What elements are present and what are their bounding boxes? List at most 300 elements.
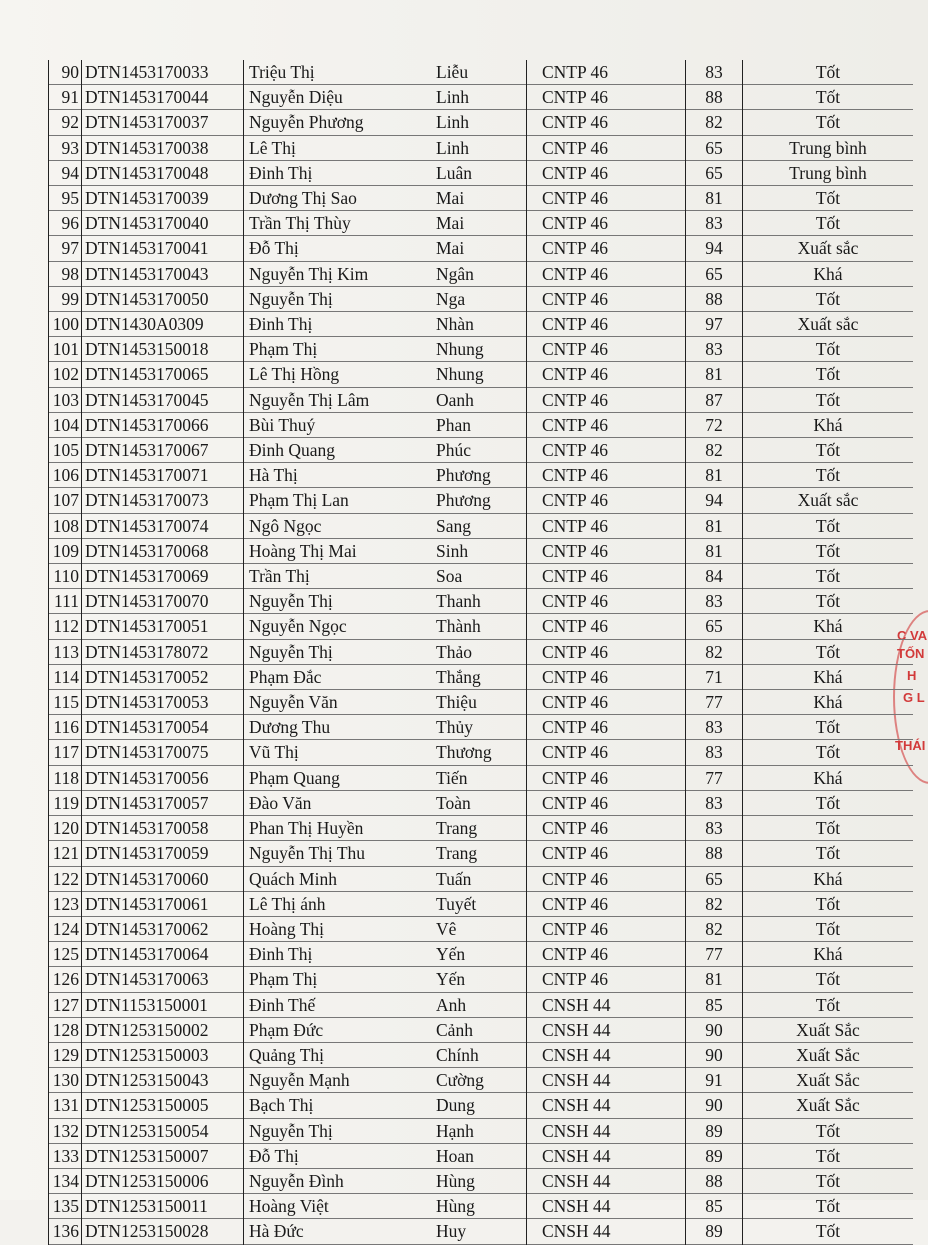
class-name-cell: CNTP 46: [527, 362, 686, 387]
score-cell: 94: [686, 236, 743, 261]
table-row: [49, 438, 914, 463]
last-name-cell: Vũ Thị: [244, 740, 437, 765]
class-name-cell: CNTP 46: [527, 891, 686, 916]
rank-cell: Tốt: [743, 1118, 914, 1143]
first-name-cell: Linh: [436, 137, 470, 158]
last-name-cell: Phạm Thị Lan: [244, 488, 437, 513]
table-row: [49, 916, 914, 941]
score-cell: 83: [686, 790, 743, 815]
class-name-cell: CNTP 46: [527, 186, 686, 211]
student-id-cell: DTN1453170051: [82, 614, 244, 639]
last-name-cell: Đinh Thị: [244, 312, 437, 337]
row-number-cell: 94: [49, 160, 82, 185]
table-row: [49, 110, 914, 135]
last-name-cell: Dương Thị Sao: [244, 186, 437, 211]
score-cell: 90: [686, 1017, 743, 1042]
score-cell: 85: [686, 1194, 743, 1219]
score-cell: 82: [686, 891, 743, 916]
score-cell: 88: [686, 85, 743, 110]
first-name-cell: Ngân: [436, 263, 474, 284]
student-id-cell: DTN1453170062: [82, 916, 244, 941]
last-name-cell: Nguyễn Văn: [244, 690, 437, 715]
table-row: [49, 387, 914, 412]
student-id-cell: DTN1453170063: [82, 967, 244, 992]
first-name-cell: Mai: [436, 213, 465, 234]
score-cell: 65: [686, 160, 743, 185]
class-name-cell: CNTP 46: [527, 690, 686, 715]
first-name-cell: Hùng: [436, 1196, 475, 1217]
last-name-cell: Hà Thị: [244, 463, 437, 488]
last-name-cell: Phan Thị Huyền: [244, 816, 437, 841]
row-number-cell: 106: [49, 463, 82, 488]
row-number-cell: 102: [49, 362, 82, 387]
class-name-cell: CNTP 46: [527, 765, 686, 790]
student-id-cell: DTN1453170073: [82, 488, 244, 513]
table-row: [49, 866, 914, 891]
class-name-cell: CNTP 46: [527, 135, 686, 160]
rank-cell: Tốt: [743, 740, 914, 765]
table-row: [49, 891, 914, 916]
rank-cell: Tốt: [743, 1143, 914, 1168]
student-id-cell: DTN1453170037: [82, 110, 244, 135]
class-name-cell: CNTP 46: [527, 866, 686, 891]
row-number-cell: 130: [49, 1068, 82, 1093]
score-cell: 89: [686, 1118, 743, 1143]
table-row: [49, 236, 914, 261]
last-name-cell: Phạm Thị: [244, 967, 437, 992]
last-name-cell: Nguyễn Diệu: [244, 85, 437, 110]
rank-cell: Tốt: [743, 967, 914, 992]
first-name-cell: Nhàn: [436, 314, 474, 335]
last-name-cell: Nguyễn Thị Kim: [244, 261, 437, 286]
rank-cell: Tốt: [743, 992, 914, 1017]
rank-cell: Tốt: [743, 211, 914, 236]
class-name-cell: CNTP 46: [527, 488, 686, 513]
last-name-cell: Bùi Thuý: [244, 412, 437, 437]
rank-cell: Tốt: [743, 60, 914, 85]
first-name-cell: Oanh: [436, 389, 474, 410]
table-row: [49, 816, 914, 841]
score-cell: 88: [686, 1168, 743, 1193]
class-name-cell: CNTP 46: [527, 337, 686, 362]
first-name-cell: Thành: [436, 616, 481, 637]
rank-cell: Tốt: [743, 1194, 914, 1219]
last-name-cell: Đinh Thị: [244, 942, 437, 967]
row-number-cell: 100: [49, 312, 82, 337]
score-cell: 87: [686, 387, 743, 412]
stamp-text: THÁI: [895, 738, 926, 753]
first-name-cell: Hoan: [436, 1145, 474, 1166]
student-id-cell: DTN1453170043: [82, 261, 244, 286]
row-number-cell: 95: [49, 186, 82, 211]
rank-cell: Khá: [743, 412, 914, 437]
score-cell: 83: [686, 740, 743, 765]
table-row: [49, 765, 914, 790]
score-cell: 83: [686, 816, 743, 841]
last-name-cell: Đinh Thế: [244, 992, 437, 1017]
row-number-cell: 101: [49, 337, 82, 362]
rank-cell: Khá: [743, 664, 914, 689]
student-id-cell: DTN1453170038: [82, 135, 244, 160]
row-number-cell: 133: [49, 1143, 82, 1168]
student-id-cell: DTN1453150018: [82, 337, 244, 362]
table-row: [49, 967, 914, 992]
last-name-cell: Nguyễn Thị: [244, 589, 437, 614]
row-number-cell: 118: [49, 765, 82, 790]
last-name-cell: Đỗ Thị: [244, 236, 437, 261]
last-name-cell: Phạm Đắc: [244, 664, 437, 689]
last-name-cell: Đỗ Thị: [244, 1143, 437, 1168]
stamp-text: TỐN: [897, 646, 925, 661]
rank-cell: Xuất Sắc: [743, 1042, 914, 1067]
first-name-cell: Liễu: [436, 62, 469, 82]
last-name-cell: Nguyễn Phương: [244, 110, 437, 135]
row-number-cell: 104: [49, 412, 82, 437]
row-number-cell: 134: [49, 1168, 82, 1193]
row-number-cell: 116: [49, 715, 82, 740]
row-number-cell: 97: [49, 236, 82, 261]
table-row: [49, 60, 914, 85]
first-name-cell: Chính: [436, 1044, 479, 1065]
student-id-cell: DTN1253150043: [82, 1068, 244, 1093]
student-id-cell: DTN1453170041: [82, 236, 244, 261]
first-name-cell: Hạnh: [436, 1120, 474, 1141]
row-number-cell: 123: [49, 891, 82, 916]
row-number-cell: 111: [49, 589, 82, 614]
first-name-cell: Yến: [436, 944, 466, 965]
first-name-cell: Thắng: [436, 666, 481, 687]
class-name-cell: CNTP 46: [527, 412, 686, 437]
student-id-cell: DTN1453170064: [82, 942, 244, 967]
class-name-cell: CNTP 46: [527, 740, 686, 765]
student-id-cell: DTN1453170068: [82, 538, 244, 563]
first-name-cell: Thương: [436, 742, 492, 763]
first-name-cell: Toàn: [436, 792, 471, 813]
class-name-cell: CNSH 44: [527, 1042, 686, 1067]
student-score-table: [48, 60, 913, 1245]
class-name-cell: CNSH 44: [527, 1168, 686, 1193]
class-name-cell: CNTP 46: [527, 967, 686, 992]
rank-cell: Tốt: [743, 463, 914, 488]
score-cell: 81: [686, 513, 743, 538]
score-cell: 81: [686, 538, 743, 563]
first-name-cell: Luân: [436, 162, 472, 183]
class-name-cell: CNSH 44: [527, 1093, 686, 1118]
class-name-cell: CNTP 46: [527, 438, 686, 463]
student-id-cell: DTN1453170050: [82, 286, 244, 311]
rank-cell: Tốt: [743, 891, 914, 916]
rank-cell: Xuất sắc: [743, 488, 914, 513]
first-name-cell: Mai: [436, 188, 465, 209]
rank-cell: Xuất Sắc: [743, 1093, 914, 1118]
first-name-cell: Cường: [436, 1070, 484, 1091]
last-name-cell: Nguyễn Thị: [244, 286, 437, 311]
table-row: [49, 211, 914, 236]
row-number-cell: 115: [49, 690, 82, 715]
row-number-cell: 135: [49, 1194, 82, 1219]
table-row: [49, 942, 914, 967]
score-cell: 77: [686, 765, 743, 790]
row-number-cell: 109: [49, 538, 82, 563]
last-name-cell: Nguyễn Ngọc: [244, 614, 437, 639]
score-cell: 81: [686, 362, 743, 387]
table-row: [49, 488, 914, 513]
score-cell: 77: [686, 942, 743, 967]
first-name-cell: Sang: [436, 515, 471, 536]
score-cell: 89: [686, 1219, 743, 1244]
rank-cell: Tốt: [743, 715, 914, 740]
last-name-cell: Quách Minh: [244, 866, 437, 891]
rank-cell: Tốt: [743, 110, 914, 135]
class-name-cell: CNTP 46: [527, 387, 686, 412]
rank-cell: Xuất Sắc: [743, 1068, 914, 1093]
student-id-cell: DTN1453170040: [82, 211, 244, 236]
score-cell: 85: [686, 992, 743, 1017]
score-cell: 81: [686, 186, 743, 211]
rank-cell: Tốt: [743, 816, 914, 841]
score-cell: 89: [686, 1143, 743, 1168]
class-name-cell: CNTP 46: [527, 942, 686, 967]
class-name-cell: CNTP 46: [527, 312, 686, 337]
table-row: [49, 1042, 914, 1067]
score-cell: 90: [686, 1093, 743, 1118]
row-number-cell: 131: [49, 1093, 82, 1118]
class-name-cell: CNSH 44: [527, 992, 686, 1017]
table-row: [49, 362, 914, 387]
student-id-cell: DTN1453170065: [82, 362, 244, 387]
row-number-cell: 119: [49, 790, 82, 815]
last-name-cell: Quảng Thị: [244, 1042, 437, 1067]
stamp-text: H: [907, 668, 917, 683]
student-id-cell: DTN1453170048: [82, 160, 244, 185]
rank-cell: Trung bình: [743, 135, 914, 160]
first-name-cell: Nga: [436, 288, 466, 309]
rank-cell: Khá: [743, 765, 914, 790]
class-name-cell: CNTP 46: [527, 816, 686, 841]
rank-cell: Xuất Sắc: [743, 1017, 914, 1042]
row-number-cell: 105: [49, 438, 82, 463]
rank-cell: Khá: [743, 261, 914, 286]
last-name-cell: Phạm Thị: [244, 337, 437, 362]
student-id-cell: DTN1253150002: [82, 1017, 244, 1042]
first-name-cell: Hùng: [436, 1170, 475, 1191]
table-row: [49, 715, 914, 740]
student-id-cell: DTN1453170033: [82, 60, 244, 85]
last-name-cell: Trần Thị: [244, 564, 437, 589]
score-cell: 81: [686, 463, 743, 488]
class-name-cell: CNSH 44: [527, 1143, 686, 1168]
row-number-cell: 93: [49, 135, 82, 160]
row-number-cell: 120: [49, 816, 82, 841]
student-id-cell: DTN1253150005: [82, 1093, 244, 1118]
first-name-cell: Cảnh: [436, 1019, 473, 1040]
student-id-cell: DTN1253150003: [82, 1042, 244, 1067]
class-name-cell: CNSH 44: [527, 1068, 686, 1093]
table-row: [49, 337, 914, 362]
table-row: [49, 135, 914, 160]
row-number-cell: 113: [49, 639, 82, 664]
last-name-cell: Hà Đức: [244, 1219, 437, 1244]
last-name-cell: Triệu Thị: [244, 60, 437, 85]
row-number-cell: 125: [49, 942, 82, 967]
table-row: [49, 589, 914, 614]
last-name-cell: Lê Thị Hồng: [244, 362, 437, 387]
first-name-cell: Linh: [436, 112, 470, 133]
table-row: [49, 1168, 914, 1193]
class-name-cell: CNTP 46: [527, 160, 686, 185]
first-name-cell: Phúc: [436, 440, 471, 461]
row-number-cell: 103: [49, 387, 82, 412]
rank-cell: Tốt: [743, 1219, 914, 1244]
first-name-cell: Soa: [436, 566, 463, 587]
class-name-cell: CNTP 46: [527, 211, 686, 236]
last-name-cell: Nguyễn Thị Thu: [244, 841, 437, 866]
student-id-cell: DTN1430A0309: [82, 312, 244, 337]
last-name-cell: Trần Thị Thùy: [244, 211, 437, 236]
first-name-cell: Dung: [436, 1095, 475, 1116]
row-number-cell: 121: [49, 841, 82, 866]
first-name-cell: Linh: [436, 87, 470, 108]
class-name-cell: CNTP 46: [527, 286, 686, 311]
student-id-cell: DTN1453170059: [82, 841, 244, 866]
score-cell: 65: [686, 261, 743, 286]
rank-cell: Khá: [743, 690, 914, 715]
last-name-cell: Đinh Quang: [244, 438, 437, 463]
student-id-cell: DTN1453170061: [82, 891, 244, 916]
class-name-cell: CNTP 46: [527, 85, 686, 110]
first-name-cell: Yến: [436, 969, 466, 990]
score-cell: 72: [686, 412, 743, 437]
last-name-cell: Hoàng Việt: [244, 1194, 437, 1219]
rank-cell: Khá: [743, 942, 914, 967]
class-name-cell: CNTP 46: [527, 614, 686, 639]
first-name-cell: Phương: [436, 490, 491, 511]
row-number-cell: 112: [49, 614, 82, 639]
class-name-cell: CNTP 46: [527, 261, 686, 286]
class-name-cell: CNTP 46: [527, 60, 686, 85]
table-row: [49, 690, 914, 715]
student-id-cell: DTN1453170070: [82, 589, 244, 614]
class-name-cell: CNSH 44: [527, 1017, 686, 1042]
table-row: [49, 513, 914, 538]
score-cell: 91: [686, 1068, 743, 1093]
rank-cell: Khá: [743, 866, 914, 891]
rank-cell: Tốt: [743, 841, 914, 866]
last-name-cell: Nguyễn Đình: [244, 1168, 437, 1193]
class-name-cell: CNTP 46: [527, 110, 686, 135]
class-name-cell: CNTP 46: [527, 236, 686, 261]
student-id-cell: DTN1453170056: [82, 765, 244, 790]
rank-cell: Tốt: [743, 564, 914, 589]
rank-cell: Xuất sắc: [743, 236, 914, 261]
rank-cell: Tốt: [743, 639, 914, 664]
table-row: [49, 564, 914, 589]
last-name-cell: Phạm Đức: [244, 1017, 437, 1042]
rank-cell: Xuất sắc: [743, 312, 914, 337]
rank-cell: Tốt: [743, 916, 914, 941]
score-cell: 88: [686, 841, 743, 866]
last-name-cell: Lê Thị ánh: [244, 891, 437, 916]
score-cell: 88: [686, 286, 743, 311]
row-number-cell: 99: [49, 286, 82, 311]
class-name-cell: CNTP 46: [527, 715, 686, 740]
row-number-cell: 114: [49, 664, 82, 689]
row-number-cell: 127: [49, 992, 82, 1017]
rank-cell: Trung bình: [743, 160, 914, 185]
rank-cell: Tốt: [743, 337, 914, 362]
class-name-cell: CNSH 44: [527, 1219, 686, 1244]
last-name-cell: Đào Văn: [244, 790, 437, 815]
table-row: [49, 261, 914, 286]
first-name-cell: Thủy: [436, 717, 473, 738]
first-name-cell: Trang: [436, 818, 478, 839]
student-id-cell: DTN1253150054: [82, 1118, 244, 1143]
row-number-cell: 122: [49, 866, 82, 891]
last-name-cell: Bạch Thị: [244, 1093, 437, 1118]
student-id-cell: DTN1453170045: [82, 387, 244, 412]
score-cell: 65: [686, 135, 743, 160]
row-number-cell: 117: [49, 740, 82, 765]
rank-cell: Tốt: [743, 1168, 914, 1193]
row-number-cell: 126: [49, 967, 82, 992]
rank-cell: Tốt: [743, 538, 914, 563]
score-cell: 82: [686, 639, 743, 664]
table-row: [49, 1194, 914, 1219]
score-cell: 83: [686, 589, 743, 614]
rank-cell: Tốt: [743, 362, 914, 387]
student-id-cell: DTN1453170052: [82, 664, 244, 689]
student-id-cell: DTN1453170044: [82, 85, 244, 110]
last-name-cell: Nguyễn Mạnh: [244, 1068, 437, 1093]
student-id-cell: DTN1453170058: [82, 816, 244, 841]
table-row: [49, 1118, 914, 1143]
student-id-cell: DTN1453170069: [82, 564, 244, 589]
rank-cell: Tốt: [743, 387, 914, 412]
row-number-cell: 98: [49, 261, 82, 286]
last-name-cell: Nguyễn Thị: [244, 639, 437, 664]
table-row: [49, 286, 914, 311]
rank-cell: Tốt: [743, 286, 914, 311]
score-cell: 82: [686, 110, 743, 135]
first-name-cell: Phương: [436, 465, 491, 486]
table-row: [49, 538, 914, 563]
row-number-cell: 110: [49, 564, 82, 589]
row-number-cell: 129: [49, 1042, 82, 1067]
student-id-cell: DTN1253150006: [82, 1168, 244, 1193]
rank-cell: Khá: [743, 614, 914, 639]
rank-cell: Tốt: [743, 589, 914, 614]
table-row: [49, 664, 914, 689]
rank-cell: Tốt: [743, 438, 914, 463]
rank-cell: Tốt: [743, 186, 914, 211]
table-row: [49, 186, 914, 211]
class-name-cell: CNTP 46: [527, 513, 686, 538]
table-row: [49, 412, 914, 437]
score-cell: 65: [686, 614, 743, 639]
table-body: [49, 60, 917, 1244]
first-name-cell: Huy: [436, 1221, 467, 1242]
student-id-cell: DTN1253150011: [82, 1194, 244, 1219]
class-name-cell: CNTP 46: [527, 639, 686, 664]
last-name-cell: Hoàng Thị: [244, 916, 437, 941]
score-cell: 83: [686, 211, 743, 236]
last-name-cell: Đinh Thị: [244, 160, 437, 185]
class-name-cell: CNTP 46: [527, 664, 686, 689]
student-id-cell: DTN1453170053: [82, 690, 244, 715]
first-name-cell: Tuấn: [436, 868, 472, 889]
table-row: [49, 992, 914, 1017]
score-cell: 71: [686, 664, 743, 689]
